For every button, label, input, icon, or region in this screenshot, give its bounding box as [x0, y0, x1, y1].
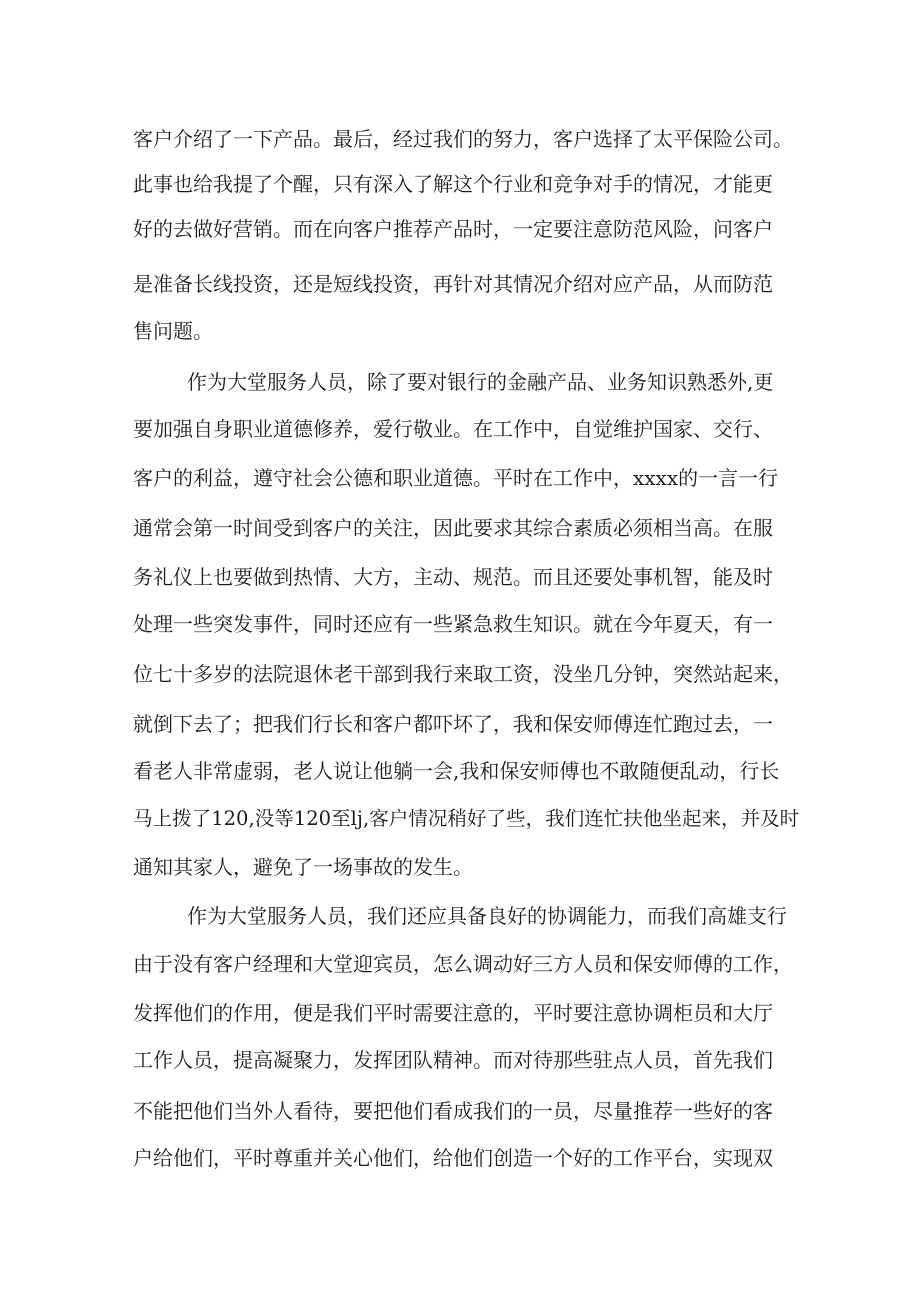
text-line: 马上拨了120,没等120至lj,客户情况稍好了些，我们连忙扶他坐起来，并及时: [133, 807, 800, 830]
text-line: 务礼仪上也要做到热情、大方，主动、规范。而且还要处事机智，能及时: [133, 565, 773, 589]
text-line: 客户的利益，遵守社会公德和职业道德。平时在工作中，xxxx的一言一行: [133, 466, 779, 490]
text-line: 通知其家人，避免了一场事故的发生。: [133, 855, 473, 879]
text-line: 位七十多岁的法院退休老干部到我行来取工资，没坐几分钟，突然站起来，: [133, 662, 793, 686]
text-line: 不能把他们当外人看待，要把他们看成我们的一员，尽量推荐一些好的客: [133, 1099, 773, 1123]
text-line: 发挥他们的作用，便是我们平时需要注意的，平时要注意协调柜员和大厅: [133, 1001, 773, 1025]
text-line: 由于没有客户经理和大堂迎宾员，怎么调动好三方人员和保安师傅的工作，: [133, 952, 793, 976]
text-line: 就倒下去了；把我们行长和客户都吓坏了，我和保安师傅连忙跑过去，一: [133, 712, 773, 736]
text-line: 是准备长线投资，还是短线投资，再针对其情况介绍对应产品，从而防范: [133, 272, 773, 296]
text-line: 此事也给我提了个醒，只有深入了解这个行业和竞争对手的情况，才能更: [133, 172, 773, 196]
text-line: 客户介绍了一下产品。最后，经过我们的努力，客户选择了太平保险公司。: [133, 127, 793, 151]
text-line: 户给他们，平时尊重并关心他们，给他们创造一个好的工作平台，实现双: [133, 1146, 773, 1170]
text-line: 售问题。: [133, 319, 213, 343]
text-line: 作为大堂服务人员，除了要对银行的金融产品、业务知识熟悉外,更: [187, 370, 774, 394]
text-line: 好的去做好营销。而在向客户推荐产品时，一定要注意防范风险，问客户: [133, 217, 773, 241]
text-line: 作为大堂服务人员，我们还应具备良好的协调能力，而我们高雄支行: [187, 904, 787, 928]
text-line: 通常会第一时间受到客户的关注，因此要求其综合素质必须相当高。在服: [133, 516, 773, 540]
text-line: 要加强自身职业道德修养，爱行敬业。在工作中，自觉维护国家、交行、: [133, 417, 773, 441]
text-line: 工作人员，提高凝聚力，发挥团队精神。而对待那些驻点人员，首先我们: [133, 1048, 773, 1072]
text-line: 看老人非常虚弱，老人说让他躺一会,我和保安师傅也不敢随便乱动，行长: [133, 759, 780, 783]
text-line: 处理一些突发事件，同时还应有一些紧急救生知识。就在今年夏天，有一: [133, 612, 773, 636]
